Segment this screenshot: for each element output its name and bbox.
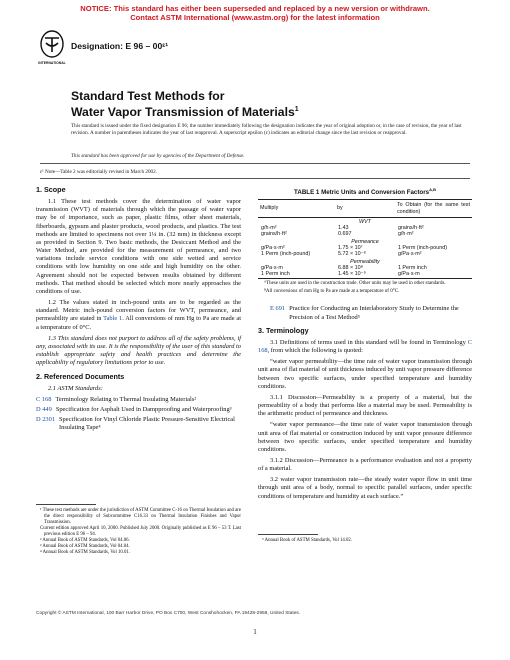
page-number: 1 [253, 628, 257, 636]
paragraph-1-2: 1.2 The values stated in inch-pound units are to be regarded as the standard. Metric inch-pound conversion factors for WVT, permeance, and permeability are stated in Table 1. All conversions of mm Hg to Pa are made at a temperature of 0°C. [36, 299, 241, 331]
table-header: Multiply [258, 200, 335, 218]
approved-note: This standard has been approved for use by agencies of the Department of Defense. [71, 153, 245, 159]
table-row: g/Pa·s·m² 1.75 × 10⁷ 1 Perm (inch-pound) [261, 245, 448, 251]
table-section-label: Permeability [350, 258, 380, 265]
divider [40, 178, 470, 179]
table-1-link[interactable]: Table 1 [103, 315, 123, 323]
reference-link-d2301[interactable]: D 2301 [36, 415, 55, 423]
astm-standards-label: 2.1 ASTM Standards: [48, 385, 103, 393]
notice-line-2: Contact ASTM International (www.astm.org) for the latest information [130, 13, 380, 23]
reference-item [36, 416, 241, 432]
astm-logo-icon [40, 30, 64, 70]
table-header: To Obtain (for the same test condition) [395, 200, 472, 218]
svg-text:INTERNATIONAL: INTERNATIONAL [38, 61, 66, 65]
reference-link-c168[interactable]: C 168 [36, 395, 52, 403]
definition-water-vapor-transmission-rate: 3.2 water vapor transmission rate—the steady water vapor flow in unit time through unit area of a body, normal to specific parallel surfaces, under specific conditions of temperature and humidity at each surface.” [258, 476, 472, 500]
footnote-divider [36, 504, 96, 505]
reference-text: Specification for Asphalt Used in Dampproofing and Waterproofing³ [55, 405, 232, 413]
right-column [258, 186, 472, 544]
discussion-3-1-1: 3.1.1 Discussion—Permeability is a property of a material, but the permeability of a body that performs like a material may be used. Permeability is the arithmetic product of permeance and thickness. [258, 393, 472, 418]
reference-item [36, 396, 241, 404]
section-heading-scope: 1. Scope [36, 185, 66, 194]
title-line-2: Water Vapor Transmission of Materials [71, 105, 295, 120]
issued-note: This standard is issued under the fixed designation E 96; the number immediately following the designation indicates the year of original adoption or, in the case of revision, the year of last revision. A number in parentheses indicates the year of last reapproval. A superscript epsilon (ε) indicates an editorial change since the last revision or reapproval. [71, 123, 462, 137]
definition-water-vapor-permeance: “water vapor permeance—the time rate of water vapor transmission through unit area of flat material or construction induced by unit vapor pressure difference between two specific surfaces, under specified temperature and humidity conditions. [258, 421, 472, 453]
table-section-label: WVT [358, 218, 371, 225]
paragraph-3-1: 3.1 Definitions of terms used in this standard will be found in Terminology C 168, from which the following is quoted: [258, 338, 472, 355]
discussion-3-1-2: 3.1.2 Discussion—Permeance is a performance evaluation and not a property of a material. [258, 456, 472, 473]
designation: Designation: E 96 – 00ᵋ¹ [71, 41, 169, 51]
paragraph-1-3: 1.3 This standard does not purport to address all of the safety problems, if any, associated with its use. It is the responsibility of the user of this standard to establish appropriate safety and health practices and determine the applicability of regulatory limitations prior to use. [36, 334, 241, 367]
conversion-table [258, 199, 472, 279]
table-header: by [335, 200, 395, 218]
footnote-5: ⁵ Annual Book of ASTM Standards, Vol 14.02. [262, 537, 352, 543]
c168-link[interactable]: C 168 [258, 338, 472, 355]
paragraph-1-1: 1.1 These test methods cover the determination of water vapor transmission (WVT) of materials through which the passage of water vapor may be of importance, such as paper, plastic films, other sheet materials, fiberboards, gypsum and plaster products, wood products, and plastics. The test methods are limited to specimens not over 1¼ in. (32 mm) in thickness except as provided in Section 9. Two basic methods, the Desiccant Method and the Water Method, are provided for the measurement of permeance, and two variations include service conditions with one side wetted and service conditions with low humidity on one side and high humidity on the other. Agreement should not be expected between results obtained by different methods. That method should be selected which more nearly approaches the conditions of use. [36, 198, 241, 295]
definition-water-vapor-permeability: “water vapor permeability—the time rate of water vapor transmission through unit area of flat material of unit thickness induced by unit vapor pressure difference between two specific surfaces, under specified temperature and humidity conditions. [258, 358, 472, 390]
reference-link-e691[interactable]: E 691 [270, 305, 286, 313]
copyright-notice: Copyright © ASTM International, 100 Barr Harbor Drive, PO Box C700, West Conshohocken, PA 19428-2959, United States. [36, 611, 301, 616]
reference-text: Specification for Vinyl Chloride Plastic Pressure-Sensitive Electrical Insulating Tape⁴ [59, 415, 235, 432]
footnote-2: ² Annual Book of ASTM Standards, Vol 04.06. [40, 538, 130, 544]
section-heading-referenced-documents: 2. Referenced Documents [36, 372, 125, 382]
editorial-note: ε¹ Note—Table 2 was editorially revised in March 2002. [40, 169, 158, 175]
title-footnote-ref: 1 [294, 106, 299, 113]
footnote-divider [258, 534, 318, 535]
footnote-3: ³ Annual Book of ASTM Standards, Vol 04.04. [40, 544, 130, 550]
reference-link-d449[interactable]: D 449 [36, 405, 52, 413]
table-row: g/Pa·s·m 6.88 × 10⁸ 1 Perm inch [261, 264, 427, 271]
left-column [36, 186, 241, 556]
table-row: 1 Perm inch 1.45 × 10⁻⁹ g/Pa·s·m [258, 271, 472, 279]
table-section-label: Permeance [351, 238, 379, 245]
table-1-title: TABLE 1 Metric Units and Conversion Factors$^{A,B}$ [294, 187, 436, 197]
footnote-4: ⁴ Annual Book of ASTM Standards, Vol 10.01. [40, 550, 130, 556]
reference-item [36, 406, 241, 414]
section-heading-terminology: 3. Terminology [258, 325, 309, 335]
table-note-b: ᴮAll conversions of mm Hg to Pa are made at a temperature of 0°C. [264, 289, 400, 295]
table-row: 1 Perm (inch-pound) 5.72 × 10⁻⁸ g/Pa·s·m² [261, 251, 422, 258]
footnote-1: ¹ These test methods are under the jurisdiction of ASTM Committee C-16 on Thermal Insulation and are the direct responsibility of Subcommittee C16.33 on Thermal Insulation Finishes and Vapor Transmission. [40, 508, 241, 526]
withdrawn-notice [0, 4, 510, 23]
footnote-1-edition: Current edition approved April 10, 2000. Published July 2000. Originally published as E 96 – 53 T. Last previous edition E 96 – 94. [40, 526, 241, 538]
notice-line-1: NOTICE: This standard has either been superseded and replaced by a new version or withdrawn. [80, 4, 430, 13]
document-title [71, 89, 299, 119]
title-line-1: Standard Test Methods for [71, 89, 225, 103]
table-note-a: ᴬThese units are used in the construction trade. Other units may be used in other standards. [264, 281, 446, 287]
reference-text: Practice for Conducting an Interlaboratory Study to Determine the Precision of a Test Method⁵ [289, 305, 459, 321]
table-row: grains/h·ft² 0.697 g/h·m² [261, 231, 414, 238]
table-row: g/h·m² 1.43 grains/h·ft² [261, 225, 424, 232]
reference-item [258, 305, 472, 321]
reference-text: Terminology Relating to Thermal Insulating Materials² [55, 395, 197, 403]
divider [40, 163, 470, 164]
